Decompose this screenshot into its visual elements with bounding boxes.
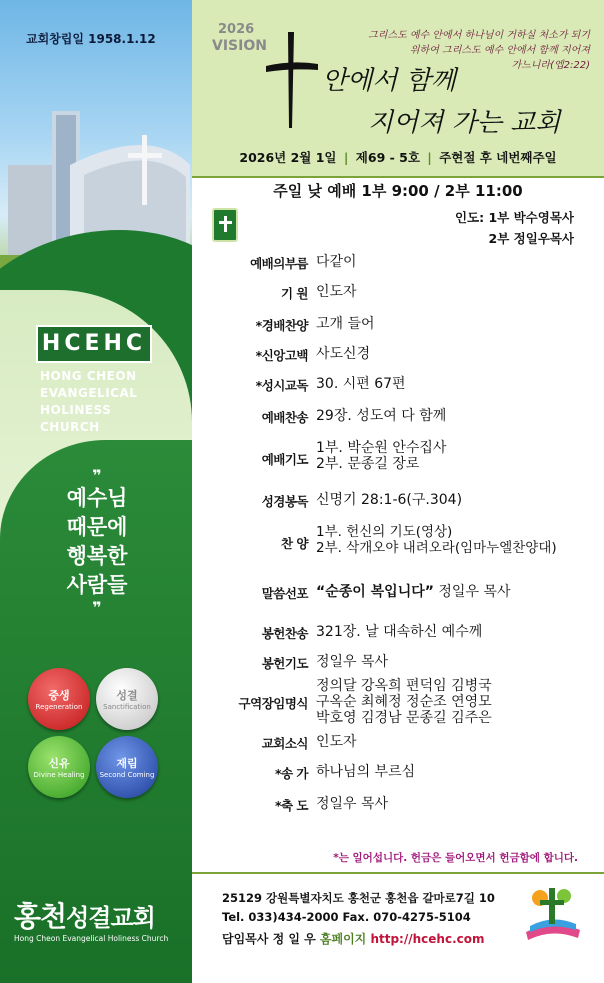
badge-en: Regeneration [35, 703, 83, 711]
church-ko-sub: 성결교회 [66, 904, 155, 932]
motto-line-2: 지어져 가는 교회 [368, 108, 561, 138]
row-label: 봉헌기도 [261, 656, 308, 671]
separator: | [427, 150, 432, 165]
vision-header [192, 0, 604, 178]
badge-en: Second Coming [99, 771, 155, 779]
row-label: 봉헌찬송 [261, 626, 308, 641]
row-label: 예배찬송 [261, 410, 308, 425]
row-label: 기 원 [280, 286, 308, 301]
cross-icon [262, 30, 320, 130]
row-label [212, 376, 308, 394]
second-coming-badge [96, 736, 158, 798]
church-english-name [40, 368, 137, 436]
stand-star: * [274, 798, 281, 813]
row-value: 인도자 [316, 284, 357, 300]
row-value [316, 584, 510, 600]
row-value [316, 678, 492, 726]
row-value: 정일우 목사 [316, 654, 389, 670]
row-value: 30. 시편 67편 [316, 376, 406, 392]
regeneration-badge [28, 668, 90, 730]
pastor-label: 담임목사 [222, 932, 269, 946]
leader-second-service: 2부 정일우목사 [488, 231, 574, 246]
row-value: 321장. 날 대속하신 예수께 [316, 624, 483, 640]
slogan-line: 때문에 [66, 515, 128, 539]
row-label: 예배의부름 [250, 256, 308, 271]
row-label-text: 신앙고백 [261, 348, 308, 363]
verse-line: 위하여 그리스도 예수 안에서 함께 지어져 [409, 45, 590, 56]
church-phone: Tel. 033)434-2000 Fax. 070-4275-5104 [222, 910, 471, 924]
row-value: 고개 들어 [316, 316, 375, 332]
row-label [212, 316, 308, 334]
date-line [192, 148, 604, 166]
pastor-line [222, 930, 485, 947]
stand-star: * [274, 766, 281, 781]
row-value-line: 2부. 삭개오야 내려오라(임마누엘찬양대) [316, 540, 557, 556]
left-panel [0, 0, 192, 983]
badge-ko: 신유 [48, 757, 70, 770]
row-label-text: 송 가 [280, 766, 308, 781]
separator: | [343, 150, 349, 165]
church-korean-name [14, 895, 155, 935]
row-label [212, 796, 308, 814]
row-value: 사도신경 [316, 346, 371, 362]
badge-ko: 재림 [116, 757, 138, 770]
service-time: 주일 낮 예배 1부 9:00 / 2부 11:00 [273, 182, 523, 200]
badge-en: Sanctification [103, 703, 151, 711]
row-label: 예배기도 [261, 452, 308, 467]
row-value-line: 1부. 헌신의 기도(영상) [316, 524, 453, 540]
pastor-name: 정 일 우 [272, 932, 316, 946]
row-value [316, 440, 446, 472]
stand-star: * [255, 378, 262, 393]
bulletin-content [192, 0, 604, 983]
badge-ko: 중생 [48, 689, 70, 702]
church-en-line: HOLINESS [40, 403, 112, 417]
row-label-text: 경배찬양 [261, 318, 308, 333]
sermon-title: “순종이 복입니다” [316, 584, 434, 600]
bible-icon [212, 208, 238, 242]
quote-mark-icon: ❞ [92, 598, 102, 617]
standing-note: *는 일어섭니다. 헌금은 들어오면서 헌금함에 합니다. [333, 852, 578, 864]
divine-healing-badge [28, 736, 90, 798]
slogan-line: 예수님 [66, 486, 128, 510]
issue-number: 제69 - 5호 [355, 150, 420, 165]
leader-first-service: 인도: 1부 박수영목사 [454, 210, 574, 225]
row-label: 구역장임명식 [238, 696, 308, 711]
stand-star: * [255, 348, 262, 363]
row-value: 정일우 목사 [316, 796, 389, 812]
row-label: 찬 양 [280, 536, 308, 551]
row-label: 교회소식 [261, 736, 308, 751]
row-value: 신명기 28:1-6(구.304) [316, 492, 463, 508]
row-value [316, 524, 557, 556]
footer [192, 872, 604, 983]
row-value-line: 2부. 문종길 장로 [316, 456, 420, 472]
stand-star: * [255, 318, 262, 333]
church-english-fullname: Hong Cheon Evangelical Holiness Church [14, 934, 169, 943]
church-en-line: EVANGELICAL [40, 386, 138, 400]
row-label: 성경봉독 [261, 494, 308, 509]
quote-mark-icon: ❞ [92, 466, 102, 485]
hcehc-logo: HCEHC [36, 325, 152, 363]
homepage-link[interactable]: http://hcehc.com [370, 932, 485, 946]
slogan-line: 행복한 [66, 544, 128, 568]
verse-line: 가느니라(엡2:22) [511, 60, 590, 71]
row-value: 29장. 성도여 다 함께 [316, 408, 447, 424]
motto-line-1: 안에서 함께 [322, 66, 456, 96]
verse-line: 그리스도 예수 안에서 하나님이 거하실 처소가 되기 [368, 30, 590, 41]
row-value-line: 구옥순 최혜정 정순조 연영모 [316, 694, 492, 710]
row-value: 하나님의 부르심 [316, 764, 416, 780]
sermon-preacher: 정일우 목사 [438, 584, 511, 600]
slogan-line: 사람들 [66, 573, 128, 597]
row-label: 말씀선포 [261, 586, 308, 601]
row-value: 인도자 [316, 734, 357, 750]
row-value-line: 박호영 김경남 문종길 김주은 [316, 710, 492, 726]
row-label [212, 764, 308, 782]
church-en-line: HONG CHEON [40, 369, 137, 383]
church-address: 25129 강원특별자치도 홍천군 홍천읍 갈마로7길 10 [222, 891, 495, 905]
row-value: 다같이 [316, 254, 357, 270]
badge-ko: 성결 [116, 689, 138, 702]
badge-en: Divine Healing [33, 771, 85, 779]
homepage-label: 홈페이지 [319, 932, 367, 946]
church-ko-main: 홍천 [14, 900, 67, 933]
row-value-line: 정의달 강옥희 편덕임 김병국 [316, 678, 492, 694]
liturgical-season: 주현절 후 네번째주일 [439, 150, 557, 165]
slogan [22, 468, 172, 616]
church-emblem-icon [520, 882, 584, 946]
vision-word: VISION [212, 38, 267, 54]
sanctification-badge [96, 668, 158, 730]
row-value-line: 1부. 박순원 안수집사 [316, 440, 447, 456]
row-label-text: 축 도 [280, 798, 308, 813]
bulletin-date: 2026년 2월 1일 [239, 150, 337, 165]
church-en-line: CHURCH [40, 420, 100, 434]
vision-year: 2026 [218, 22, 255, 37]
row-label [212, 346, 308, 364]
row-label-text: 성시교독 [261, 378, 308, 393]
established-date: 교회창립일 1958.1.12 [26, 32, 156, 46]
